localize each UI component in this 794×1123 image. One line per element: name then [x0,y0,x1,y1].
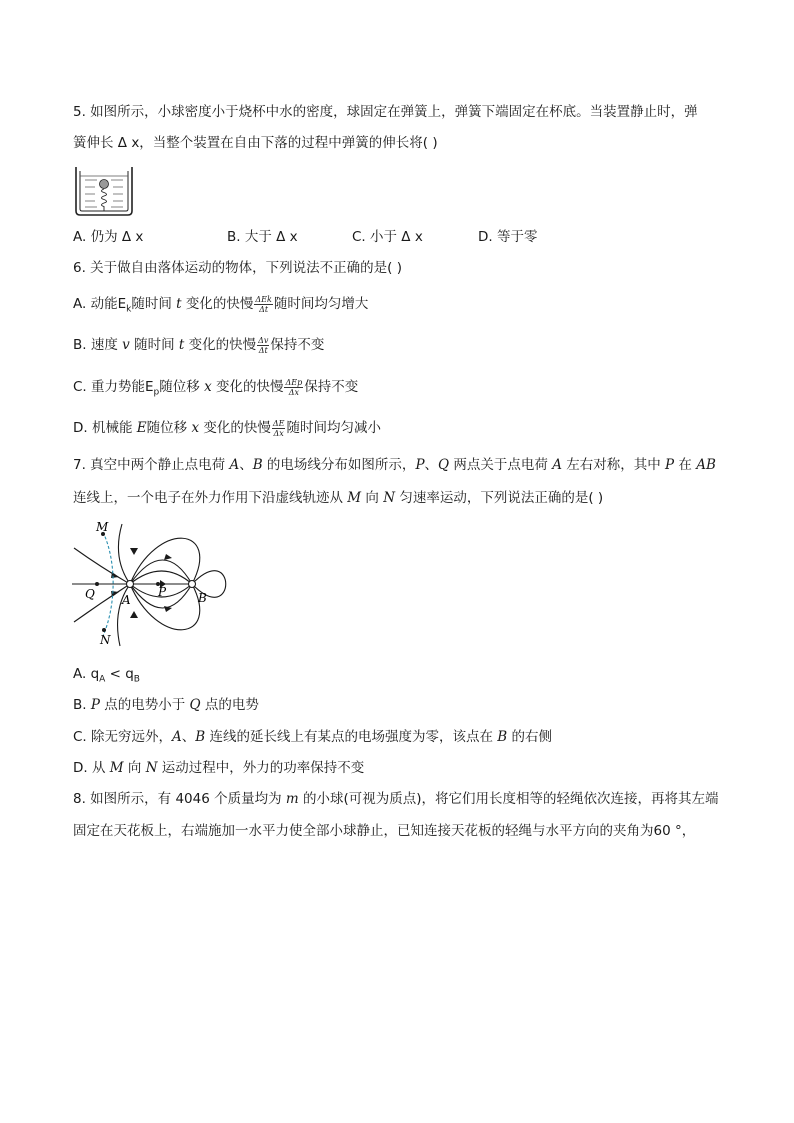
q7-label-p: P [158,585,167,599]
q7-option-a: A. $q_A < q_B$ [73,666,140,685]
q7-field-line-figure [72,518,237,650]
q7-label-m: M [96,520,109,534]
q5-option-b: B. 大于 Δ x [227,229,298,245]
q7-option-c: C. 除无穷远外，A、B 连线的延长线上有某点的电场强度为零，该点在 B 的右侧 [73,729,552,745]
q5-stem-line1: 5. 如图所示，小球密度小于烧杯中水的密度，球固定在弹簧上，弹簧下端固定在杯底。当装置静止时，弹 [73,104,698,120]
q6-option-a: A. 动能$E_k$随时间 t 变化的快慢 $\frac{\text{ΔEk}}{\Delta t}$ 随时间均匀增大 [73,294,369,315]
q7-label-q: Q [85,587,95,601]
q5-option-d: D. 等于零 [478,229,538,245]
q5-beaker-figure [73,163,135,219]
q7-stem-line2: 连线上，一个电子在外力作用下沿虚线轨迹从 M 向 N 匀速率运动，下列说法正确的是( ) [73,490,604,506]
q5-option-a: A. 仍为 Δ x [73,229,144,245]
q5-option-c: C. 小于 Δ x [352,229,423,245]
q7-label-n: N [100,633,111,647]
q6-stem: 6. 关于做自由落体运动的物体，下列说法不正确的是( ) [73,260,402,276]
q8-stem-line1: 8. 如图所示，有 4046 个质量均为 m 的小球(可视为质点)，将它们用长度相等的轻绳依次连接，再将其左端 [73,791,719,807]
q7-label-a: A [122,593,131,607]
q6-option-c: C. 重力势能$E_p$随位移 x 变化的快慢 $\frac{\text{ΔEp}}{\Delta x}$ 保持不变 [73,377,359,398]
q5-stem-line2: 簧伸长 Δ x，当整个装置在自由下落的过程中弹簧的伸长将( ) [73,135,438,151]
q7-stem-line1: 7. 真空中两个静止点电荷 A、B 的电场线分布如图所示，P、Q 两点关于点电荷 A 左右对称，其中 P 在 AB [73,457,716,473]
q6-d-fraction: $\frac{\Delta E}{\Delta x}$ [272,418,285,438]
q6-c-fraction: $\frac{\text{ΔEp}}{\Delta x}$ [285,377,303,397]
q7-option-b: B. P 点的电势小于 Q 点的电势 [73,697,259,713]
q6-option-b: B. 速度 v 随时间 t 变化的快慢 $\frac{\Delta v}{\Delta t}$ 保持不变 [73,335,325,355]
q6-option-d: D. 机械能 E随位移 x 变化的快慢 $\frac{\Delta E}{\Delta x}$ 随时间均匀减小 [73,418,381,438]
q8-stem-line2: 固定在天花板上，右端施加一水平力使全部小球静止，已知连接天花板的轻绳与水平方向的夹角为60 °， [73,823,696,839]
q6-b-fraction: $\frac{\Delta v}{\Delta t}$ [258,335,269,355]
q7-label-b: B [198,591,207,605]
q6-a-fraction: $\frac{\text{ΔEk}}{\Delta t}$ [255,294,272,314]
q7-option-d: D. 从 M 向 N 运动过程中，外力的功率保持不变 [73,760,365,776]
